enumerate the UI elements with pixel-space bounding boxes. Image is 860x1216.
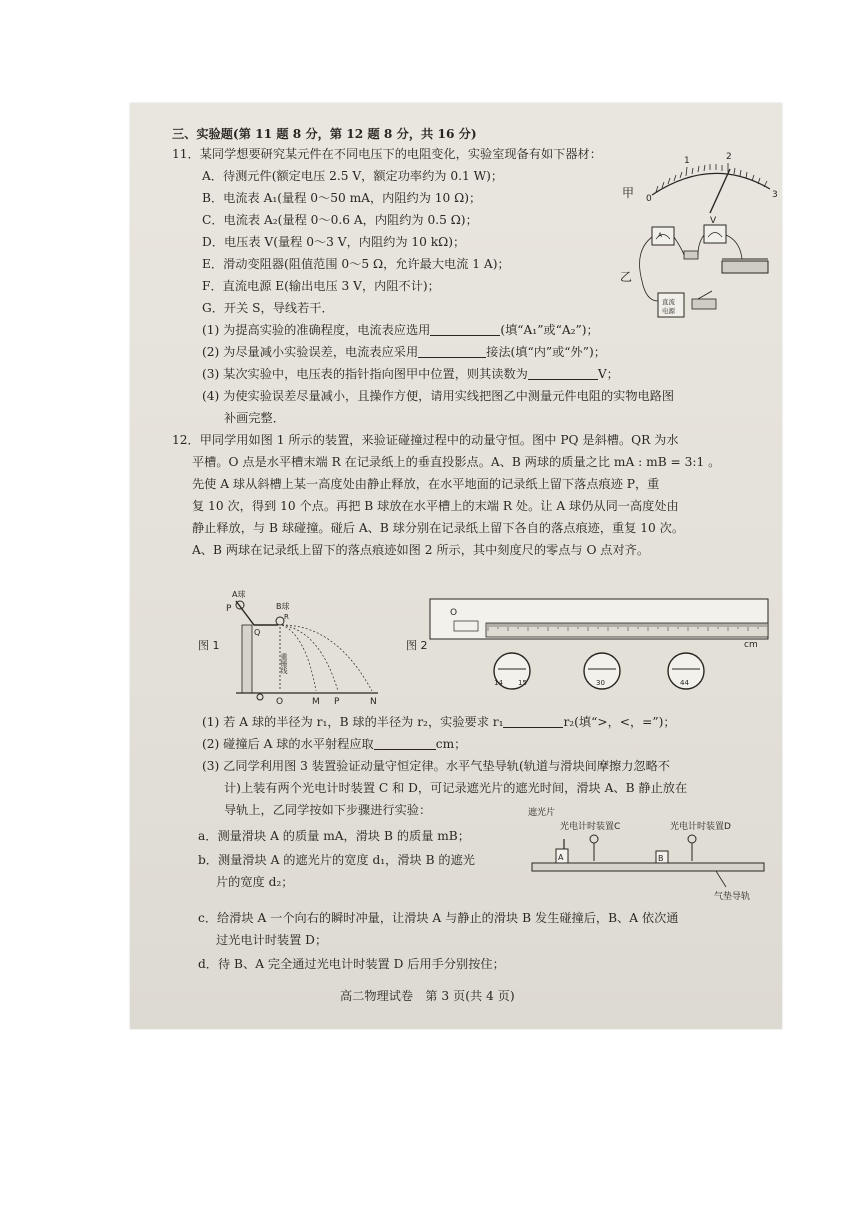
q12-line-5: 静止释放，与 B 球碰撞。碰后 A、B 球分别在记录纸上留下各自的落点痕迹，重复 10 次。 — [192, 521, 685, 535]
q11-item-g: G．开关 S，导线若干． — [202, 301, 334, 315]
gate-d-icon — [688, 835, 696, 843]
exam-page — [130, 103, 782, 1029]
q11-sub1 — [202, 321, 599, 339]
point-r-label: R — [284, 613, 289, 621]
air-track-label: 气垫导轨 — [714, 892, 751, 902]
tick-3: 3 — [772, 190, 778, 200]
q12-sub3-line1: (3) 乙同学利用图 3 装置验证动量守恒定律。水平气垫导轨(轨道与滑块间摩擦力忽略不 — [202, 759, 670, 773]
dial-unit: V — [710, 216, 717, 225]
q12-line-6: A、B 两球在记录纸上留下的落点痕迹如图 2 所示，其中刻度尺的零点与 O 点对齐。 — [192, 543, 650, 557]
q12-sub1-hint: r₂(填“>，<，=”)； — [563, 715, 676, 729]
step-c-line1: c．给滑块 A 一个向右的瞬时冲量，让滑块 A 与静止的滑块 B 发生碰撞后，B、A 依次通 — [198, 911, 679, 925]
section-title: 三、实验题(第 11 题 8 分，第 12 题 8 分，共 16 分) — [172, 127, 477, 141]
q12-line-1: 12．甲同学用如图 1 所示的装置，来验证碰撞过程中的动量守恒。图中 PQ 是斜槽。QR 为水 — [172, 433, 679, 447]
tick-2: 2 — [726, 152, 732, 162]
ball-b-icon — [276, 617, 284, 625]
q11-sub4-line2: 补画完整． — [224, 411, 285, 425]
point-q-label: Q — [254, 628, 261, 637]
tick-1: 1 — [684, 156, 690, 166]
q11-sub2 — [202, 343, 606, 361]
point-p2-label: P — [334, 697, 340, 705]
answer-blank[interactable] — [503, 715, 563, 728]
q11-item-a: A．待测元件(额定电压 2.5 V，额定功率约为 0.1 W)； — [202, 169, 504, 183]
step-b-line1: b．测量滑块 A 的遮光片的宽度 d₁，滑块 B 的遮光 — [198, 853, 475, 867]
circuit-figure — [612, 221, 778, 321]
step-d: d．待 B、A 完全通过光电计时装置 D 后用手分别按住； — [198, 957, 505, 971]
answer-blank[interactable] — [528, 367, 598, 380]
figure-3-air-track — [526, 803, 770, 907]
ruler-icon — [486, 623, 768, 637]
gate-c-label: 光电计时装置C — [560, 822, 621, 832]
q11-item-d: D．电压表 V(量程 0～3 V，内阻约为 10 kΩ)； — [202, 235, 466, 249]
switch-icon — [692, 299, 716, 309]
q12-sub2-text: (2) 碰撞后 A 球的水平射程应取 — [202, 737, 374, 751]
fig-yi-label: 乙 — [620, 270, 633, 284]
rheostat-icon — [722, 261, 768, 273]
voltmeter-icon — [704, 225, 726, 243]
air-track-icon — [532, 863, 764, 871]
fig1-label: 图 1 — [198, 639, 220, 652]
ammeter-icon — [652, 227, 674, 245]
q11-item-e: E．滑动变阻器(阻值范围 0～5 Ω，允许最大电流 1 A)； — [202, 257, 510, 271]
plumb-line-label: 重锤线 — [280, 653, 288, 674]
ball-a-label: A球 — [232, 590, 246, 599]
q11-sub3 — [202, 365, 619, 383]
q12-sub2 — [202, 735, 466, 753]
voltmeter-dial-figure — [612, 145, 780, 225]
shade-label: 遮光片 — [528, 808, 556, 818]
q12-line-2: 平槽。O 点是水平槽末端 R 在记录纸上的垂直投影点。A、B 两球的质量之比 mA : mB = 3:1 。 — [192, 455, 721, 469]
q12-line-3: 先使 A 球从斜槽上某一高度处由静止释放，在水平地面的记录纸上留下落点痕迹 P，重 — [192, 477, 660, 491]
fig2-label: 图 2 — [406, 639, 428, 652]
q11-sub2-hint: 接法(填“内”或“外”)； — [486, 345, 606, 359]
point-p-label: P — [226, 604, 232, 614]
q11-sub4-line1: (4) 为使实验误差尽量减小，且操作方便，请用实线把图乙中测量元件电阻的实物电路图 — [202, 389, 675, 403]
answer-blank[interactable] — [430, 323, 500, 336]
slider-a-label: A — [558, 853, 564, 862]
figure-2-ruler — [398, 597, 770, 697]
gate-d-label: 光电计时装置D — [670, 822, 731, 832]
step-a: a．测量滑块 A 的质量 mA，滑块 B 的质量 mB； — [198, 829, 470, 843]
step-b-line2: 片的宽度 d₂； — [216, 875, 294, 889]
page-footer: 高二物理试卷 第 3 页(共 4 页) — [340, 989, 515, 1003]
q11-sub3-text: (3) 某次实验中，电压表的指针指向图甲中位置，则其读数为 — [202, 367, 528, 381]
q12-sub3-line2: 计)上装有两个光电计时装置 C 和 D，可记录遮光片的遮光时间，滑块 A、B 静止放在 — [224, 781, 688, 795]
source-label-1: 直流 — [662, 298, 675, 306]
ruler-unit: cm — [744, 640, 758, 650]
needle-icon — [710, 169, 730, 213]
ball-b-label: B球 — [276, 602, 290, 611]
ruler-origin-label: O — [450, 608, 458, 618]
q12-sub1-text: (1) 若 A 球的半径为 r₁，B 球的半径为 r₂，实验要求 r₁ — [202, 715, 504, 729]
q11-sub1-text: (1) 为提高实验的准确程度，电流表应选用 — [202, 323, 431, 337]
q12-sub3-line3: 导轨上，乙同学按如下步骤进行实验： — [224, 803, 432, 817]
q12-line-4: 复 10 次，得到 10 个点。再把 B 球放在水平槽上的末端 R 处。让 A 球仍从同一高度处由 — [192, 499, 679, 513]
fig-jia-label: 甲 — [622, 186, 635, 200]
dial1-right: 15 — [518, 679, 527, 687]
component-icon — [684, 251, 698, 259]
ramp-icon — [236, 601, 278, 625]
q11-sub1-hint: (填“A₁”或“A₂”)； — [500, 323, 599, 337]
point-m-label: M — [312, 697, 320, 705]
q11-sub2-text: (2) 为尽量减小实验误差，电流表应采用 — [202, 345, 419, 359]
q12-sub1 — [202, 713, 676, 731]
dial-ticks — [656, 163, 767, 192]
answer-blank[interactable] — [374, 737, 436, 750]
slider-b-label: B — [658, 854, 664, 863]
q11-item-c: C．电流表 A₂(量程 0～0.6 A，内阻约为 0.5 Ω)； — [202, 213, 478, 227]
figure-1-ramp — [196, 587, 386, 705]
point-n-label: N — [370, 697, 377, 705]
step-c-line2: 过光电计时装置 D； — [216, 933, 328, 947]
q11-stem: 11．某同学想要研究某元件在不同电压下的电阻变化，实验室现备有如下器材： — [172, 147, 602, 161]
svg-text:A: A — [658, 232, 663, 239]
source-label-2: 电源 — [662, 307, 675, 315]
dial3-value: 44 — [680, 679, 689, 687]
dial2-value: 30 — [596, 679, 605, 687]
q11-item-f: F．直流电源 E(输出电压 3 V，内阻不计)； — [202, 279, 440, 293]
dial1-left: 14 — [494, 679, 503, 687]
point-o-label: O — [276, 697, 284, 705]
gate-c-icon — [590, 835, 598, 843]
q12-sub2-unit: cm； — [435, 737, 467, 751]
answer-blank[interactable] — [418, 345, 486, 358]
q11-sub3-unit: V； — [597, 367, 619, 381]
tick-0: 0 — [646, 194, 652, 204]
q11-item-b: B．电流表 A₁(量程 0～50 mA，内阻约为 10 Ω)； — [202, 191, 482, 205]
